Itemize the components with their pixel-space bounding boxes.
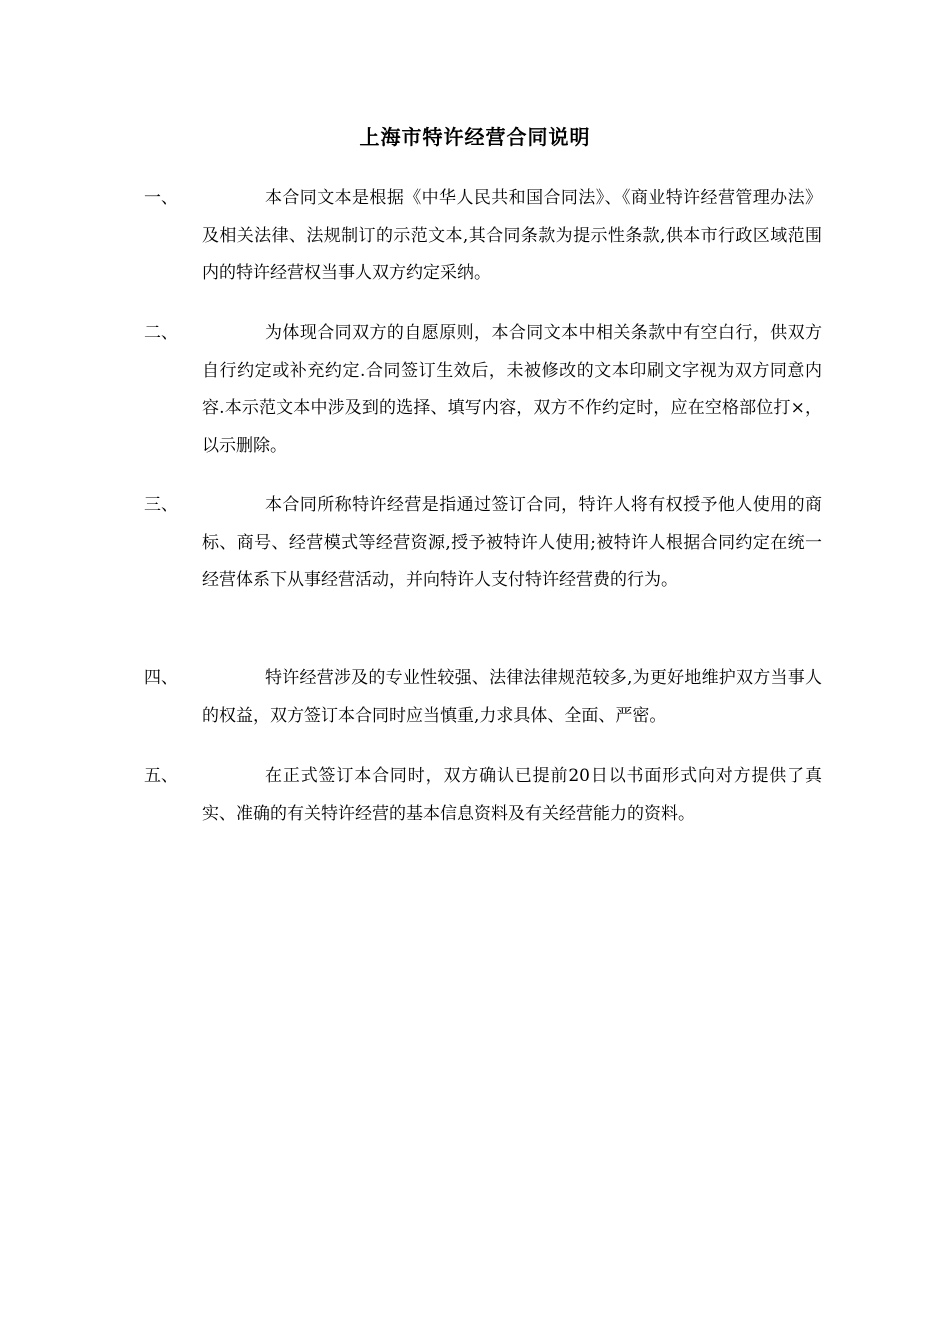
item-number: 四、 [144, 668, 178, 688]
item-text: 本合同文本是根据《中华人民共和国合同法》、《商业特许经营管理办法》及相关法律、法规制订的示范文本,其合同条款为提示性条款,供本市行政区域范围内的特许经营权当事人双方约定采纳。 [202, 188, 822, 283]
item-number: 一、 [144, 188, 178, 208]
item-number: 五、 [144, 766, 178, 786]
item-text: 为体现合同双方的自愿原则，本合同文本中相关条款中有空白行，供双方自行约定或补充约定.合同签订生效后，未被修改的文本印刷文字视为双方同意内容.本示范文本中涉及到的选择、填写内容，双方不作约定时，应在空格部位打×，以示删除。 [202, 323, 822, 456]
item-text: 在正式签订本合同时，双方确认已提前20日以书面形式向对方提供了真实、准确的有关特许经营的基本信息资料及有关经营能力的资料。 [202, 766, 822, 824]
item-number: 二、 [144, 323, 178, 343]
item-text: 特许经营涉及的专业性较强、法律法律规范较多,为更好地维护双方当事人的权益，双方签订本合同时应当慎重,力求具体、全面、严密。 [202, 668, 822, 726]
document-title: 上海市特许经营合同说明 [359, 125, 591, 149]
item-text: 本合同所称特许经营是指通过签订合同，特许人将有权授予他人使用的商标、商号、经营模式等经营资源,授予被特许人使用;被特许人根据合同约定在统一经营体系下从事经营活动，并向特许人支付特许经营费的行为。 [202, 495, 822, 590]
item-number: 三、 [144, 495, 178, 515]
